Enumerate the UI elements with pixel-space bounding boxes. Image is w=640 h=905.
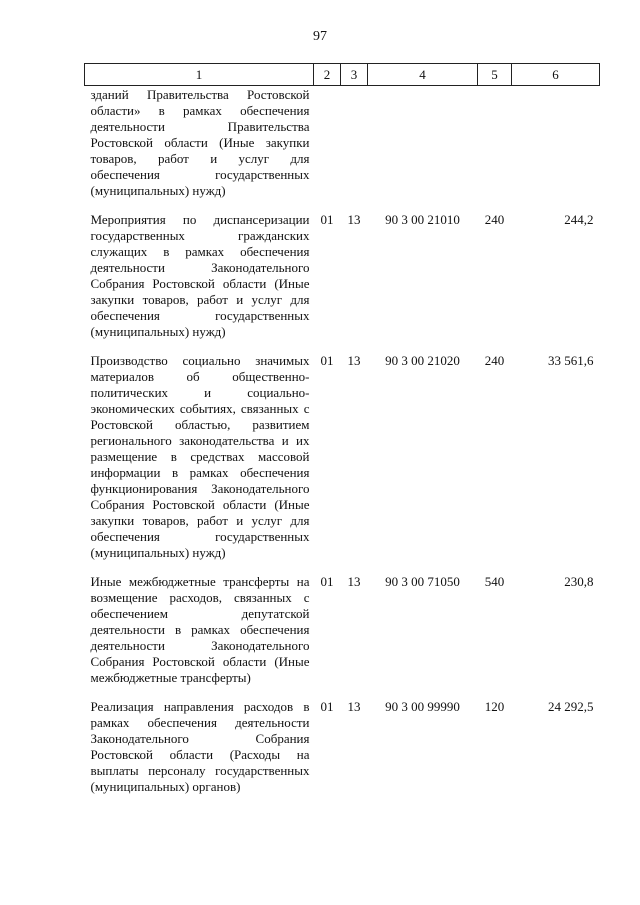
table-row <box>85 696 600 805</box>
row-subsection-code: 13 <box>347 212 361 227</box>
row-amount: 244,2 <box>564 212 594 227</box>
header-col-6: 6 <box>512 64 600 86</box>
row-amount: 24 292,5 <box>548 699 594 714</box>
row-amount: 230,8 <box>564 574 594 589</box>
row-expense-type: 240 <box>484 212 505 227</box>
row-section-code: 01 <box>320 212 334 227</box>
row-description: Производство социально значимых материалов об общественно-политических и социально-экономических событиях, связанных с Ростовской областью, развитием регионального законодательства и их размещение в средствах массовой информации в рамках обеспечения функционирования Законодательного Собрания Ростовской области (Иные закупки товаров, работ и услуг для обеспечения государственных (муниципальных) нужд) <box>90 353 310 560</box>
table-row <box>85 571 600 696</box>
row-section-code: 01 <box>320 574 334 589</box>
header-col-5: 5 <box>478 64 512 86</box>
table-body <box>85 86 600 806</box>
row-expense-type: 240 <box>484 353 505 368</box>
row-subsection-code: 13 <box>347 574 361 589</box>
row-target-article: 90 3 00 99990 <box>385 699 460 714</box>
budget-table <box>84 63 600 805</box>
row-expense-type: 540 <box>484 574 505 589</box>
row-amount: 33 561,6 <box>548 353 594 368</box>
row-target-article: 90 3 00 21020 <box>385 353 460 368</box>
header-col-3: 3 <box>341 64 368 86</box>
row-description: Реализация направления расходов в рамках обеспечения деятельности Законодательного Собрания Ростовской области (Расходы на выплаты персоналу государственных (муниципальных) органов) <box>90 699 310 794</box>
header-col-1: 1 <box>85 64 314 86</box>
continuation-row <box>85 86 600 210</box>
continuation-description: зданий Правительства Ростовской области» в рамках обеспечения деятельности Правительства Ростовской области (Иные закупки товаров, работ и услуг для обеспечения государственных (муниципальных) нужд) <box>90 87 310 198</box>
row-description: Иные межбюджетные трансферты на возмещение расходов, связанных с обеспечением депутатской деятельности в рамках обеспечения деятельности Законодательного Собрания Ростовской области (Иные межбюджетные трансферты) <box>90 574 310 685</box>
table-header <box>85 64 600 86</box>
row-subsection-code: 13 <box>347 353 361 368</box>
row-subsection-code: 13 <box>347 699 361 714</box>
page-number: 97 <box>313 29 327 44</box>
header-col-2: 2 <box>314 64 341 86</box>
table-row <box>85 350 600 571</box>
row-target-article: 90 3 00 71050 <box>385 574 460 589</box>
header-col-4: 4 <box>368 64 478 86</box>
row-expense-type: 120 <box>484 699 505 714</box>
row-target-article: 90 3 00 21010 <box>385 212 460 227</box>
table-row <box>85 209 600 350</box>
row-section-code: 01 <box>320 353 334 368</box>
header-row <box>85 64 600 86</box>
row-description: Мероприятия по диспансеризации государственных гражданских служащих в рамках обеспечения деятельности Законодательного Собрания Ростовской области (Иные закупки товаров, работ и услуг для обеспечения государственных (муниципальных) нужд) <box>90 212 310 339</box>
row-section-code: 01 <box>320 699 334 714</box>
